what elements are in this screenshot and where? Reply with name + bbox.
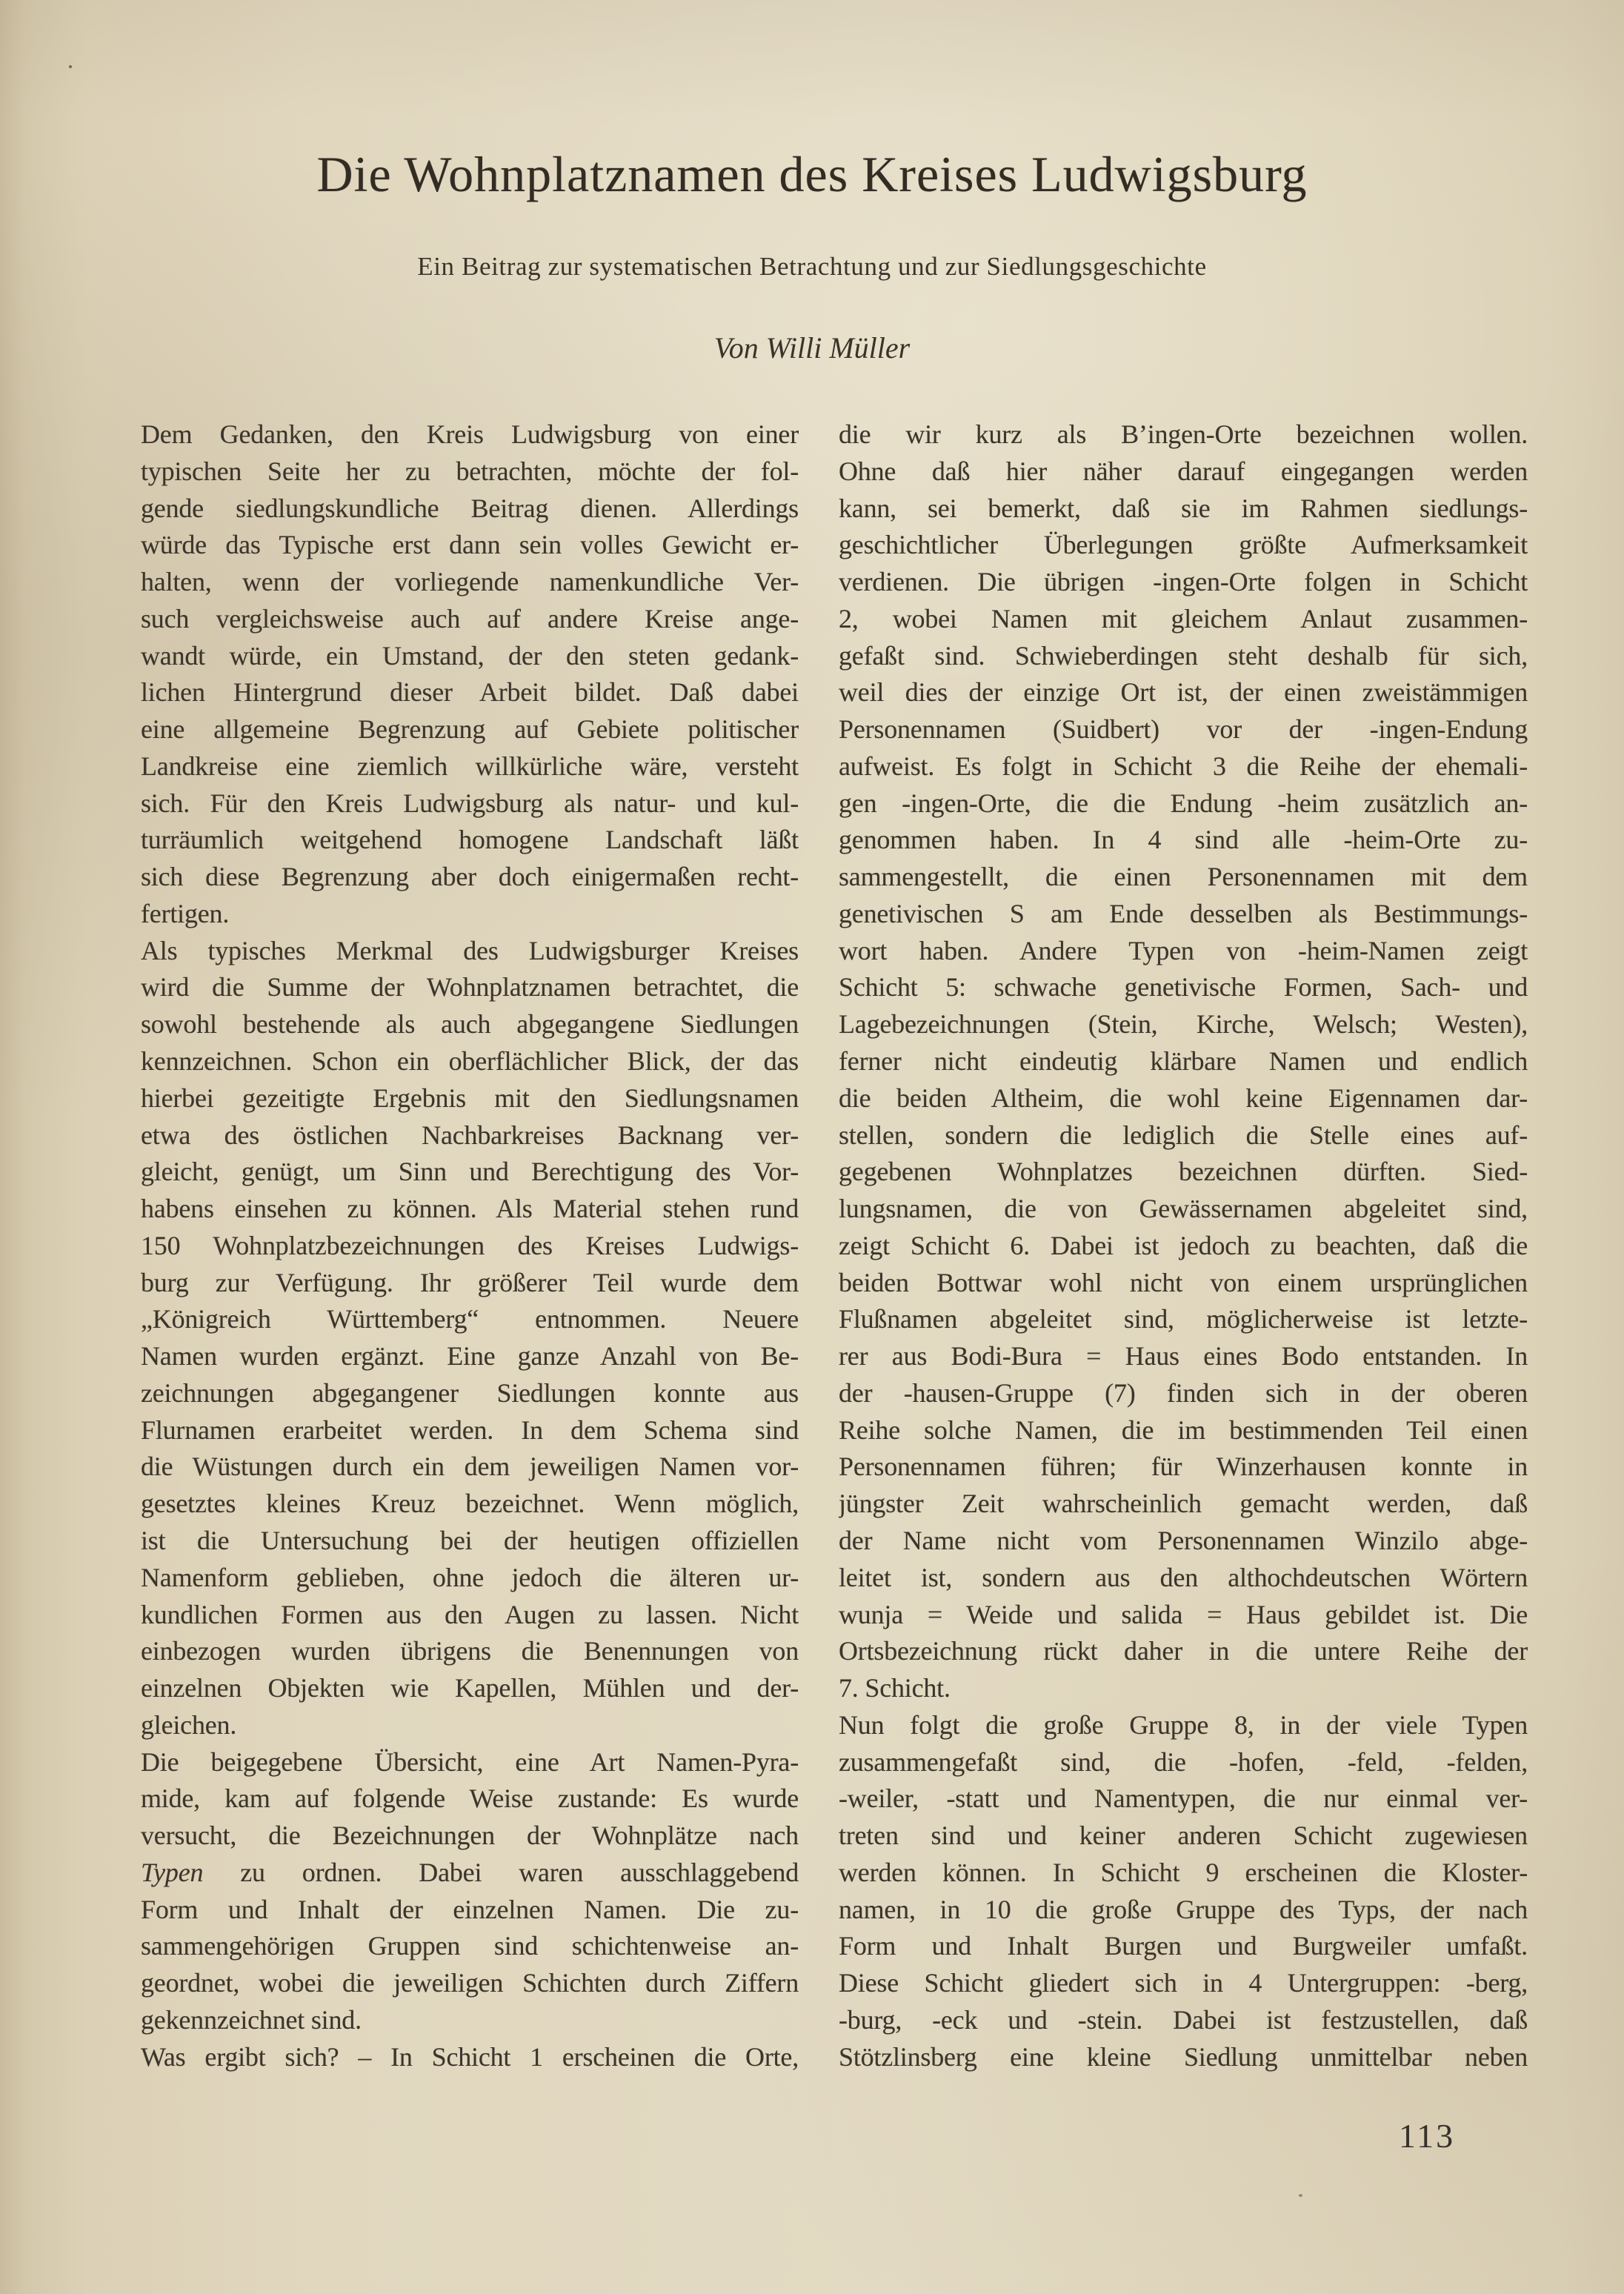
text-line: wunja = Weide und salida = Haus gebildet ist. Die	[839, 1599, 1528, 1629]
text-line: -weiler, -statt und Namentypen, die nur einmal ver-	[839, 1783, 1528, 1814]
text-line: Ortsbezeichnung rückt daher in die untere Reihe der	[839, 1636, 1528, 1666]
text-line: Namenform geblieben, ohne jedoch die älteren ur-	[141, 1562, 799, 1592]
text-line: sowohl bestehende als auch abgegangene Siedlungen	[141, 1009, 799, 1040]
text-line: lichen Hintergrund dieser Arbeit bildet. Daß dabei	[141, 677, 799, 708]
text-line: zeichnungen abgegangener Siedlungen konnte aus	[141, 1377, 799, 1408]
text-line: kennzeichnen. Schon ein oberflächlicher Blick, der das	[141, 1046, 799, 1077]
text-line: Flußnamen abgeleitet sind, möglicherweise ist letzte-	[839, 1304, 1528, 1334]
text-line: 2, wobei Namen mit gleichem Anlaut zusammen-	[839, 603, 1528, 634]
text-line: aufweist. Es folgt in Schicht 3 die Reihe der ehemali-	[839, 751, 1528, 781]
text-line: zeigt Schicht 6. Dabei ist jedoch zu beachten, daß die	[839, 1230, 1528, 1260]
text-line: werden können. In Schicht 9 erscheinen die Kloster-	[839, 1857, 1528, 1887]
text-line: Personennamen führen; für Winzerhausen konnte in	[839, 1452, 1528, 1482]
text-line: Form und Inhalt der einzelnen Namen. Die zu-	[141, 1894, 799, 1924]
left-column	[141, 416, 799, 2075]
text-line: leitet ist, sondern aus den althochdeutschen Wörtern	[839, 1562, 1528, 1592]
text-line: Die beigegebene Übersicht, eine Art Namen-Pyra-	[141, 1746, 799, 1777]
text-line: Stötzlinsberg eine kleine Siedlung unmittelbar neben	[839, 2041, 1528, 2072]
subtitle: Ein Beitrag zur systematischen Betrachtung und zur Siedlungsgeschichte	[417, 252, 1207, 281]
text-line: Was ergibt sich? – In Schicht 1 erscheinen die Orte,	[141, 2041, 799, 2072]
text-line: gen -ingen-Orte, die die Endung -heim zusätzlich an-	[839, 788, 1528, 818]
text-line: sammengehörigen Gruppen sind schichtenweise an-	[141, 1931, 799, 1961]
text-line: gleichen.	[141, 1709, 237, 1740]
page-number: 113	[1398, 2117, 1456, 2155]
text-line: genetivischen S am Ende desselben als Bestimmungs-	[839, 898, 1528, 928]
text-line: Als typisches Merkmal des Ludwigsburger Kreises	[141, 935, 799, 965]
text-line: fertigen.	[141, 898, 230, 928]
text-line: Diese Schicht gliedert sich in 4 Untergruppen: -berg,	[839, 1968, 1528, 1998]
text-line: kann, sei bemerkt, daß sie im Rahmen siedlungs-	[839, 493, 1528, 523]
text-line: gleicht, genügt, um Sinn und Berechtigung des Vor-	[141, 1157, 799, 1187]
text-line: Personennamen (Suidbert) vor der -ingen-Endung	[839, 714, 1528, 745]
text-line: kundlichen Formen aus den Augen zu lassen. Nicht	[141, 1599, 799, 1629]
text-line: Flurnamen erarbeitet werden. In dem Schema sind	[141, 1414, 799, 1445]
text-line: wandt würde, ein Umstand, der den steten gedank-	[141, 640, 799, 671]
text-line: Reihe solche Namen, die im bestimmenden Teil einen	[839, 1414, 1528, 1445]
text-line: der -hausen-Gruppe (7) finden sich in der oberen	[839, 1377, 1528, 1408]
text-line: der Name nicht vom Personennamen Winzilo abge-	[839, 1525, 1528, 1555]
text-line: geschichtlicher Überlegungen größte Aufmerksamkeit	[839, 530, 1528, 560]
text-line: Form und Inhalt Burgen und Burgweiler umfaßt.	[839, 1931, 1528, 1961]
text-line: gefaßt sind. Schwieberdingen steht deshalb für sich,	[839, 640, 1528, 671]
text-line: turräumlich weitgehend homogene Landschaft läßt	[141, 825, 799, 855]
text-line: würde das Typische erst dann sein volles Gewicht er-	[141, 530, 799, 560]
text-line: Typen zu ordnen. Dabei waren ausschlaggebend	[141, 1857, 799, 1887]
text-line: jüngster Zeit wahrscheinlich gemacht werden, daß	[839, 1489, 1528, 1519]
text-line: beiden Bottwar wohl nicht von einem ursprünglichen	[839, 1267, 1528, 1297]
text-line: einbezogen wurden übrigens die Benennungen von	[141, 1636, 799, 1666]
text-line: treten sind und keiner anderen Schicht zugewiesen	[839, 1821, 1528, 1851]
text-line: halten, wenn der vorliegende namenkundliche Ver-	[141, 567, 799, 597]
text-line: ist die Untersuchung bei der heutigen offiziellen	[141, 1525, 799, 1555]
text-line: Landkreise eine ziemlich willkürliche wäre, versteht	[141, 751, 799, 781]
text-line: sich. Für den Kreis Ludwigsburg als natur- und kul-	[141, 788, 799, 818]
text-line: -burg, -eck und -stein. Dabei ist festzustellen, daß	[839, 2004, 1528, 2035]
text-line: ferner nicht eindeutig klärbare Namen und endlich	[839, 1046, 1528, 1077]
text-line: „Königreich Württemberg“ entnommen. Neuere	[141, 1304, 799, 1334]
text-line: 7. Schicht.	[839, 1673, 951, 1703]
text-line: weil dies der einzige Ort ist, der einen zweistämmigen	[839, 677, 1528, 708]
text-line: habens einsehen zu können. Als Material stehen rund	[141, 1194, 799, 1224]
text-line: sammengestellt, die einen Personennamen mit dem	[839, 862, 1528, 892]
text-line: gesetztes kleines Kreuz bezeichnet. Wenn möglich,	[141, 1489, 799, 1519]
text-line: einzelnen Objekten wie Kapellen, Mühlen und der-	[141, 1673, 799, 1703]
text-line: such vergleichsweise auch auf andere Kreise ange-	[141, 603, 799, 634]
text-line: zusammengefaßt sind, die -hofen, -feld, -felden,	[839, 1746, 1528, 1777]
text-columns	[141, 416, 1528, 2075]
text-line: geordnet, wobei die jeweiligen Schichten durch Ziffern	[141, 1968, 799, 1998]
text-line: die Wüstungen durch ein dem jeweiligen Namen vor-	[141, 1452, 799, 1482]
text-line: lungsnamen, die von Gewässernamen abgeleitet sind,	[839, 1194, 1528, 1224]
text-line: Nun folgt die große Gruppe 8, in der viele Typen	[839, 1709, 1528, 1740]
text-line: wird die Summe der Wohnplatznamen betrachtet, die	[141, 972, 799, 1003]
text-line: Dem Gedanken, den Kreis Ludwigsburg von einer	[141, 419, 799, 449]
paper-speck	[1299, 2194, 1302, 2197]
author-byline: Von Willi Müller	[713, 331, 911, 365]
text-line: gende siedlungskundliche Beitrag dienen. Allerdings	[141, 493, 799, 523]
paper-speck	[69, 65, 72, 68]
text-line: gekennzeichnet sind.	[141, 2004, 362, 2035]
text-line: versucht, die Bezeichnungen der Wohnplätze nach	[141, 1821, 799, 1851]
text-line: namen, in 10 die große Gruppe des Typs, der nach	[839, 1894, 1528, 1924]
text-line: eine allgemeine Begrenzung auf Gebiete politischer	[141, 714, 799, 745]
text-line: verdienen. Die übrigen -ingen-Orte folgen in Schicht	[839, 567, 1528, 597]
text-line: die wir kurz als B’ingen-Orte bezeichnen wollen.	[839, 419, 1528, 449]
text-line: sich diese Begrenzung aber doch einigermaßen recht-	[141, 862, 799, 892]
text-line: gegebenen Wohnplatzes bezeichnen dürften. Sied-	[839, 1157, 1528, 1187]
right-column	[839, 416, 1528, 2075]
text-line: genommen haben. In 4 sind alle -heim-Orte zu-	[839, 825, 1528, 855]
text-line: wort haben. Andere Typen von -heim-Namen zeigt	[839, 935, 1528, 965]
text-line: Schicht 5: schwache genetivische Formen, Sach- und	[839, 972, 1528, 1003]
text-line: Ohne daß hier näher darauf eingegangen werden	[839, 456, 1528, 486]
text-line: etwa des östlichen Nachbarkreises Backnang ver-	[141, 1120, 799, 1150]
text-line: hierbei gezeitigte Ergebnis mit den Siedlungsnamen	[141, 1083, 799, 1113]
text-line: mide, kam auf folgende Weise zustande: Es wurde	[141, 1783, 799, 1814]
text-line: burg zur Verfügung. Ihr größerer Teil wurde dem	[141, 1267, 799, 1297]
text-line: rer aus Bodi-Bura = Haus eines Bodo entstanden. In	[839, 1341, 1528, 1372]
page-title: Die Wohnplatznamen des Kreises Ludwigsburg	[316, 146, 1308, 202]
text-line: typischen Seite her zu betrachten, möchte der fol-	[141, 456, 799, 486]
text-line: die beiden Altheim, die wohl keine Eigennamen dar-	[839, 1083, 1528, 1113]
text-line: Lagebezeichnungen (Stein, Kirche, Welsch; Westen),	[839, 1009, 1528, 1040]
text-line: 150 Wohnplatzbezeichnungen des Kreises Ludwigs-	[141, 1230, 799, 1260]
text-line: Namen wurden ergänzt. Eine ganze Anzahl von Be-	[141, 1341, 799, 1372]
text-line: stellen, sondern die lediglich die Stelle eines auf-	[839, 1120, 1528, 1150]
